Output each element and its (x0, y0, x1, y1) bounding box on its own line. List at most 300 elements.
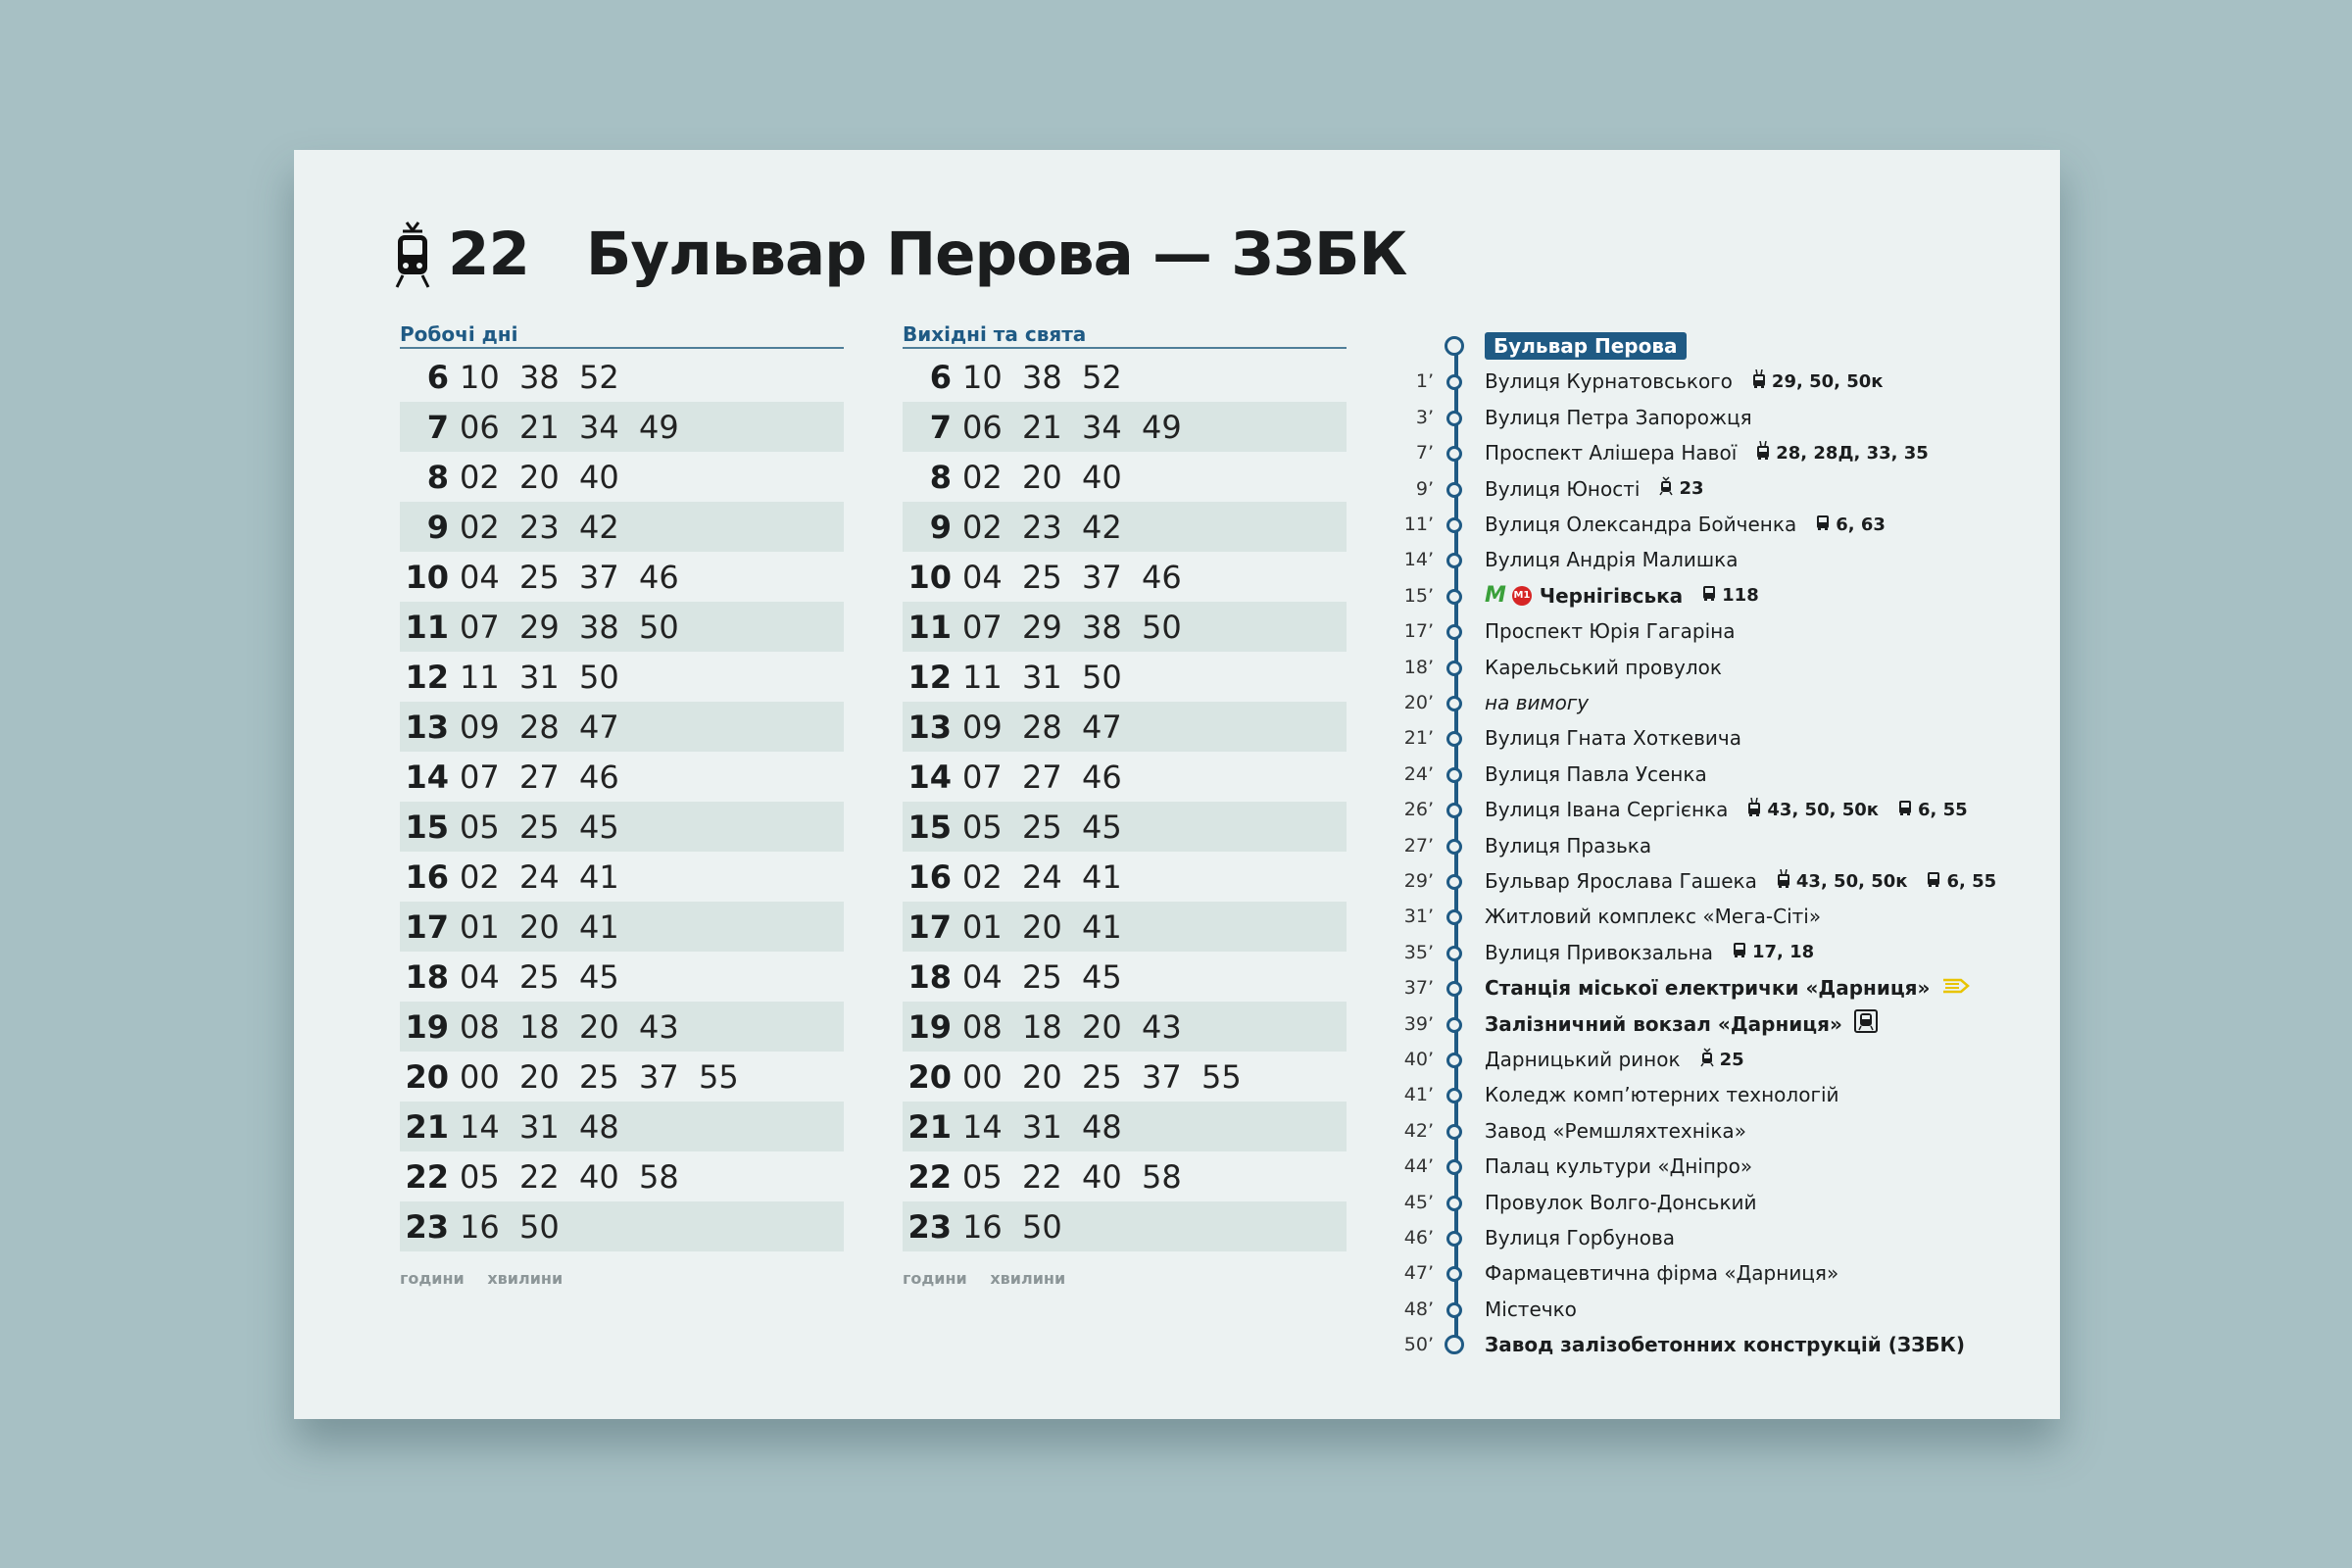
stop-name: Бульвар Перова (1485, 332, 1687, 360)
minute-cell: 41 (579, 907, 619, 946)
railway-station-icon (1854, 1009, 1878, 1038)
stop-marker (1446, 1231, 1462, 1247)
route-stop (1403, 1045, 1896, 1074)
stop-marker (1446, 767, 1462, 783)
stop-name-group (1485, 619, 1735, 643)
trolleybus-icon (1756, 441, 1770, 466)
tram-icon (393, 219, 432, 289)
stop-name: Проспект Алішера Навої (1485, 441, 1738, 466)
stop-travel-time: 31’ (1403, 906, 1434, 928)
minute-cell: 50 (1022, 1207, 1062, 1246)
minute-cell: 45 (579, 957, 619, 996)
stop-name-group (1485, 905, 1821, 928)
stop-travel-time: 29’ (1403, 870, 1434, 892)
minute-cell: 11 (962, 658, 1003, 696)
stop-marker (1446, 446, 1462, 462)
stop-travel-time: 48’ (1403, 1298, 1434, 1320)
trolleybus-icon (1747, 798, 1761, 822)
minute-cell: 20 (1022, 458, 1062, 496)
minute-cell: 23 (519, 508, 560, 546)
stop-name: Залізничний вокзал «Дарниця» (1485, 1011, 1842, 1036)
route-stop (1403, 831, 1896, 860)
minute-cell: 55 (1201, 1057, 1242, 1096)
stop-name-group (1485, 332, 1687, 360)
minute-cell: 02 (460, 508, 500, 546)
route-stop (1403, 1188, 1896, 1217)
schedule-row (903, 502, 1347, 552)
minute-cell: 46 (1142, 558, 1182, 596)
stop-travel-time: 14’ (1403, 549, 1434, 571)
stop-name-group (1485, 548, 1739, 571)
stop-name: Проспект Юрія Гагаріна (1485, 619, 1736, 644)
transfer-info (1816, 514, 1886, 536)
minute-cell: 52 (1082, 358, 1122, 396)
stop-name: Вулиця Празька (1485, 833, 1652, 858)
schedule-row (400, 902, 844, 952)
stop-marker (1446, 1196, 1462, 1211)
stop-name: Вулиця Горбунова (1485, 1226, 1675, 1250)
minute-cell: 45 (579, 808, 619, 846)
bus-icon (1816, 514, 1830, 536)
minute-cell: 05 (962, 808, 1003, 846)
timetable-card (294, 150, 2060, 1419)
weekend-schedule (903, 322, 1347, 1288)
hour-cell: 12 (907, 658, 952, 696)
transfer-routes: 6, 63 (1836, 514, 1886, 535)
minutes-group (449, 958, 639, 996)
stop-name-group (1485, 762, 1707, 786)
minute-cell: 10 (460, 358, 500, 396)
stop-name: Житловий комплекс «Мега-Сіті» (1485, 905, 1822, 929)
minute-cell: 31 (519, 1107, 560, 1146)
minute-cell: 05 (962, 1157, 1003, 1196)
minute-cell: 27 (519, 758, 560, 796)
minutes-group (449, 659, 639, 696)
stop-travel-time: 39’ (1403, 1012, 1434, 1035)
hour-cell: 13 (907, 708, 952, 746)
minute-cell: 38 (1022, 358, 1062, 396)
minute-cell: 52 (579, 358, 619, 396)
minutes-group (449, 808, 639, 846)
minutes-group (449, 1058, 759, 1096)
minute-cell: 46 (1082, 758, 1122, 796)
minutes-group (449, 1008, 699, 1046)
stop-marker (1446, 661, 1462, 676)
schedule-row (903, 552, 1347, 602)
stop-marker (1446, 909, 1462, 925)
transfer-routes: 17, 18 (1751, 942, 1815, 963)
hour-cell: 20 (907, 1057, 952, 1096)
hour-cell: 6 (929, 358, 952, 396)
schedule-row (400, 352, 844, 402)
minute-cell: 58 (639, 1157, 679, 1196)
minute-cell: 04 (460, 957, 500, 996)
stop-name-group (1485, 1119, 1746, 1143)
stop-name: Завод залізобетонних конструкцій (ЗЗБК) (1485, 1333, 1966, 1357)
minutes-group (449, 1158, 699, 1196)
stop-name: Завод «Ремшляхтехніка» (1485, 1118, 1746, 1143)
minutes-group (952, 459, 1142, 496)
minute-cell: 48 (1082, 1107, 1122, 1146)
hour-cell: 15 (405, 808, 449, 846)
minute-cell: 25 (519, 558, 560, 596)
minute-cell: 42 (1082, 508, 1122, 546)
schedule-row (903, 1152, 1347, 1201)
hour-cell: 8 (426, 458, 449, 496)
stop-travel-time: 24’ (1403, 762, 1434, 785)
stop-name: на вимогу (1485, 691, 1590, 714)
minute-cell: 07 (962, 608, 1003, 646)
stop-name-group (1485, 1298, 1577, 1321)
route-stop (1415, 438, 1929, 467)
stop-travel-time: 40’ (1403, 1049, 1434, 1070)
route-stop (1403, 545, 1896, 574)
stop-name-group (1485, 834, 1651, 858)
stop-name-group (1485, 1333, 1965, 1356)
minutes-group (449, 1208, 579, 1246)
transfer-routes: 23 (1679, 478, 1704, 500)
footer-minutes-label: хвилини (487, 1269, 564, 1288)
stop-name-group (1485, 441, 1929, 466)
minutes-group (449, 709, 639, 746)
stop-name-group (1485, 1154, 1752, 1178)
stop-name: Вулиця Івана Сергієнка (1485, 798, 1729, 822)
minute-cell: 29 (519, 608, 560, 646)
minute-cell: 11 (460, 658, 500, 696)
minute-cell: 31 (1022, 658, 1062, 696)
route-stop (1403, 653, 1896, 682)
transfer-info (1927, 870, 1996, 893)
stop-name-group (1485, 656, 1722, 679)
minute-cell: 50 (1142, 608, 1182, 646)
stop-name-group (1485, 1048, 1744, 1072)
stop-marker (1446, 374, 1462, 390)
schedule-row (903, 902, 1347, 952)
metro-icon: M (1485, 583, 1506, 609)
minutes-group (952, 1208, 1082, 1246)
route-stop (1446, 331, 1896, 361)
stop-name-group (1485, 369, 1884, 394)
minutes-group (952, 359, 1142, 396)
route-stop (1403, 510, 1896, 539)
minutes-group (449, 509, 639, 546)
stop-name: Палац культури «Дніпро» (1485, 1154, 1753, 1179)
minute-cell: 25 (1082, 1057, 1122, 1096)
route-name: Бульвар Перова — ЗЗБК (585, 219, 1407, 289)
minute-cell: 04 (962, 957, 1003, 996)
schedule-row (400, 802, 844, 852)
minutes-group (952, 409, 1201, 446)
minutes-group (952, 559, 1201, 596)
route-stop (1415, 474, 1896, 504)
bus-icon (1702, 584, 1716, 607)
minutes-group (449, 858, 639, 896)
stop-name: Коледж комп’ютерних технологій (1485, 1083, 1839, 1107)
minute-cell: 23 (1022, 508, 1062, 546)
minutes-group (449, 759, 639, 796)
route-stop (1403, 1080, 1896, 1109)
schedule-row (400, 1002, 844, 1052)
schedule-row (903, 1002, 1347, 1052)
minute-cell: 48 (579, 1107, 619, 1146)
minutes-group (952, 709, 1142, 746)
hour-cell: 14 (907, 758, 952, 796)
stop-name-group (1485, 691, 1589, 714)
minute-cell: 31 (1022, 1107, 1062, 1146)
transfer-info (1659, 476, 1703, 501)
stop-name: Чернігівська (1539, 583, 1684, 608)
stop-marker (1446, 839, 1462, 855)
schedule-row (400, 452, 844, 502)
stop-travel-time: 50’ (1403, 1334, 1434, 1356)
stop-travel-time: 7’ (1415, 442, 1434, 465)
minute-cell: 34 (1082, 408, 1122, 446)
route-stop (1403, 723, 1896, 753)
hour-cell: 8 (929, 458, 952, 496)
route-stop (1403, 973, 1931, 1003)
minutes-group (952, 858, 1142, 896)
minute-cell: 49 (639, 408, 679, 446)
minute-cell: 25 (1022, 558, 1062, 596)
minute-cell: 20 (1022, 907, 1062, 946)
stop-travel-time: 44’ (1403, 1155, 1434, 1178)
trolleybus-icon (1752, 369, 1766, 394)
minute-cell: 38 (1082, 608, 1122, 646)
minute-cell: 41 (579, 858, 619, 896)
minutes-group (449, 559, 699, 596)
schedule-footer (400, 1269, 844, 1288)
minutes-group (449, 908, 639, 946)
minute-cell: 20 (519, 1057, 560, 1096)
hour-cell: 9 (426, 508, 449, 546)
stop-travel-time: 11’ (1403, 514, 1434, 535)
schedule-row (400, 952, 844, 1002)
stop-name: Дарницький ринок (1485, 1048, 1681, 1071)
minute-cell: 01 (962, 907, 1003, 946)
stop-name: Вулиця Павла Усенка (1485, 761, 1707, 786)
stop-name: Фармацевтична фірма «Дарниця» (1485, 1261, 1839, 1286)
tram-icon (1659, 476, 1673, 501)
transfer-routes: 6, 55 (1917, 799, 1968, 820)
minute-cell: 20 (1082, 1007, 1122, 1046)
route-stop (1403, 581, 1896, 611)
minutes-group (449, 609, 699, 646)
minutes-group (952, 958, 1142, 996)
minute-cell: 31 (519, 658, 560, 696)
stop-marker (1446, 1017, 1462, 1033)
bus-icon (1898, 799, 1912, 821)
minute-cell: 02 (962, 858, 1003, 896)
route-stop (1403, 1009, 1896, 1039)
stop-travel-time: 41’ (1403, 1084, 1434, 1106)
minute-cell: 43 (639, 1007, 679, 1046)
hour-cell: 22 (907, 1157, 952, 1196)
hour-cell: 7 (426, 408, 449, 446)
minute-cell: 06 (460, 408, 500, 446)
route-number: 22 (448, 219, 529, 289)
minute-cell: 02 (962, 458, 1003, 496)
transfer-info (1747, 798, 1879, 822)
minute-cell: 42 (579, 508, 619, 546)
minute-cell: 09 (962, 708, 1003, 746)
minute-cell: 04 (460, 558, 500, 596)
stop-travel-time: 42’ (1403, 1119, 1434, 1142)
route-stop (1415, 367, 1896, 396)
schedule-row (903, 402, 1347, 452)
stop-name-group (1485, 976, 1971, 1000)
minute-cell: 05 (460, 808, 500, 846)
stop-marker (1446, 1302, 1462, 1318)
transfer-routes: 28, 28Д, 33, 35 (1776, 442, 1929, 464)
transfer-info (1700, 1048, 1744, 1072)
hour-cell: 6 (426, 358, 449, 396)
minute-cell: 34 (579, 408, 619, 446)
minute-cell: 04 (962, 558, 1003, 596)
minute-cell: 08 (962, 1007, 1003, 1046)
minute-cell: 46 (639, 558, 679, 596)
stop-marker (1446, 517, 1462, 533)
schedule-row (400, 652, 844, 702)
minute-cell: 25 (519, 957, 560, 996)
trolleybus-icon (1777, 869, 1790, 894)
hour-cell: 10 (405, 558, 449, 596)
stop-name-group (1485, 726, 1741, 750)
route-stop (1403, 760, 1896, 789)
route-stop (1403, 616, 1896, 646)
route-stop (1403, 1116, 1896, 1146)
minute-cell: 40 (579, 458, 619, 496)
minutes-group (952, 908, 1142, 946)
stop-marker (1446, 874, 1462, 890)
stop-marker (1446, 482, 1462, 498)
minutes-group (952, 659, 1142, 696)
minute-cell: 25 (579, 1057, 619, 1096)
schedule-footer (903, 1269, 1347, 1288)
minutes-group (952, 1008, 1201, 1046)
minutes-group (952, 509, 1142, 546)
transfer-info (1752, 369, 1884, 394)
minute-cell: 08 (460, 1007, 500, 1046)
minute-cell: 47 (579, 708, 619, 746)
minute-cell: 14 (460, 1107, 500, 1146)
minute-cell: 40 (579, 1157, 619, 1196)
minute-cell: 46 (579, 758, 619, 796)
stop-name: Містечко (1485, 1297, 1577, 1321)
stop-marker (1446, 803, 1462, 818)
city-train-icon (1941, 976, 1971, 1000)
minute-cell: 06 (962, 408, 1003, 446)
minute-cell: 37 (1082, 558, 1122, 596)
schedule-rows (400, 352, 844, 1251)
stop-marker (1446, 1088, 1462, 1103)
minute-cell: 14 (962, 1107, 1003, 1146)
minutes-group (952, 759, 1142, 796)
stop-name: Вулиця Гната Хоткевича (1485, 726, 1741, 751)
schedule-heading: Вихідні та свята (903, 322, 1347, 349)
route-stop (1403, 1152, 1896, 1181)
schedule-row (400, 752, 844, 802)
stop-travel-time: 15’ (1403, 584, 1434, 607)
stop-marker (1445, 336, 1464, 356)
schedule-row (400, 552, 844, 602)
minute-cell: 02 (460, 458, 500, 496)
schedule-row (400, 602, 844, 652)
stop-marker (1446, 731, 1462, 747)
minute-cell: 58 (1142, 1157, 1182, 1196)
stop-name-group (1485, 513, 1886, 536)
minute-cell: 29 (1022, 608, 1062, 646)
minutes-group (449, 359, 639, 396)
stop-name: Вулиця Курнатовського (1485, 369, 1733, 394)
minute-cell: 00 (460, 1057, 500, 1096)
minute-cell: 50 (519, 1207, 560, 1246)
minutes-group (449, 459, 639, 496)
stop-name: Бульвар Ярослава Гашека (1485, 869, 1757, 893)
stop-travel-time: 47’ (1403, 1262, 1434, 1285)
minute-cell: 45 (1082, 808, 1122, 846)
minute-cell: 28 (519, 708, 560, 746)
stop-marker (1446, 624, 1462, 640)
transfer-routes: 118 (1722, 585, 1759, 607)
stop-name-group (1485, 869, 1996, 894)
route-stop (1403, 1330, 1966, 1359)
minute-cell: 47 (1082, 708, 1122, 746)
minute-cell: 40 (1082, 1157, 1122, 1196)
schedule-row (903, 802, 1347, 852)
minute-cell: 10 (962, 358, 1003, 396)
hour-cell: 9 (929, 508, 952, 546)
stop-travel-time: 35’ (1403, 941, 1434, 963)
stop-name-group (1485, 1009, 1878, 1038)
hour-cell: 7 (929, 408, 952, 446)
minute-cell: 18 (519, 1007, 560, 1046)
minutes-group (952, 1058, 1261, 1096)
minute-cell: 02 (460, 858, 500, 896)
minute-cell: 21 (1022, 408, 1062, 446)
stop-marker (1446, 589, 1462, 605)
minute-cell: 16 (460, 1207, 500, 1246)
hour-cell: 19 (405, 1007, 449, 1046)
hour-cell: 11 (907, 608, 952, 646)
stop-name-group (1485, 476, 1704, 501)
minute-cell: 20 (519, 907, 560, 946)
stop-travel-time: 45’ (1403, 1191, 1434, 1213)
minute-cell: 37 (639, 1057, 679, 1096)
minute-cell: 50 (639, 608, 679, 646)
hour-cell: 15 (907, 808, 952, 846)
stop-marker (1446, 411, 1462, 426)
minute-cell: 45 (1082, 957, 1122, 996)
transfer-routes: 29, 50, 50к (1771, 370, 1884, 392)
hour-cell: 16 (405, 858, 449, 896)
transfer-info (1756, 441, 1929, 466)
stop-marker (1446, 1124, 1462, 1140)
route-stop (1403, 938, 1896, 967)
stop-travel-time: 46’ (1403, 1227, 1434, 1249)
minute-cell: 07 (460, 608, 500, 646)
transfer-routes: 43, 50, 50к (1767, 799, 1879, 820)
stop-name: Вулиця Юності (1485, 476, 1641, 501)
stop-name: Вулиця Привокзальна (1485, 940, 1713, 964)
hour-cell: 21 (907, 1107, 952, 1146)
minute-cell: 49 (1142, 408, 1182, 446)
stop-name: Вулиця Андрія Малишка (1485, 548, 1739, 572)
stop-travel-time: 26’ (1403, 799, 1434, 821)
stop-name: Провулок Волго-Донський (1485, 1190, 1757, 1214)
minute-cell: 37 (1142, 1057, 1182, 1096)
minute-cell: 37 (579, 558, 619, 596)
stop-marker (1446, 1159, 1462, 1175)
